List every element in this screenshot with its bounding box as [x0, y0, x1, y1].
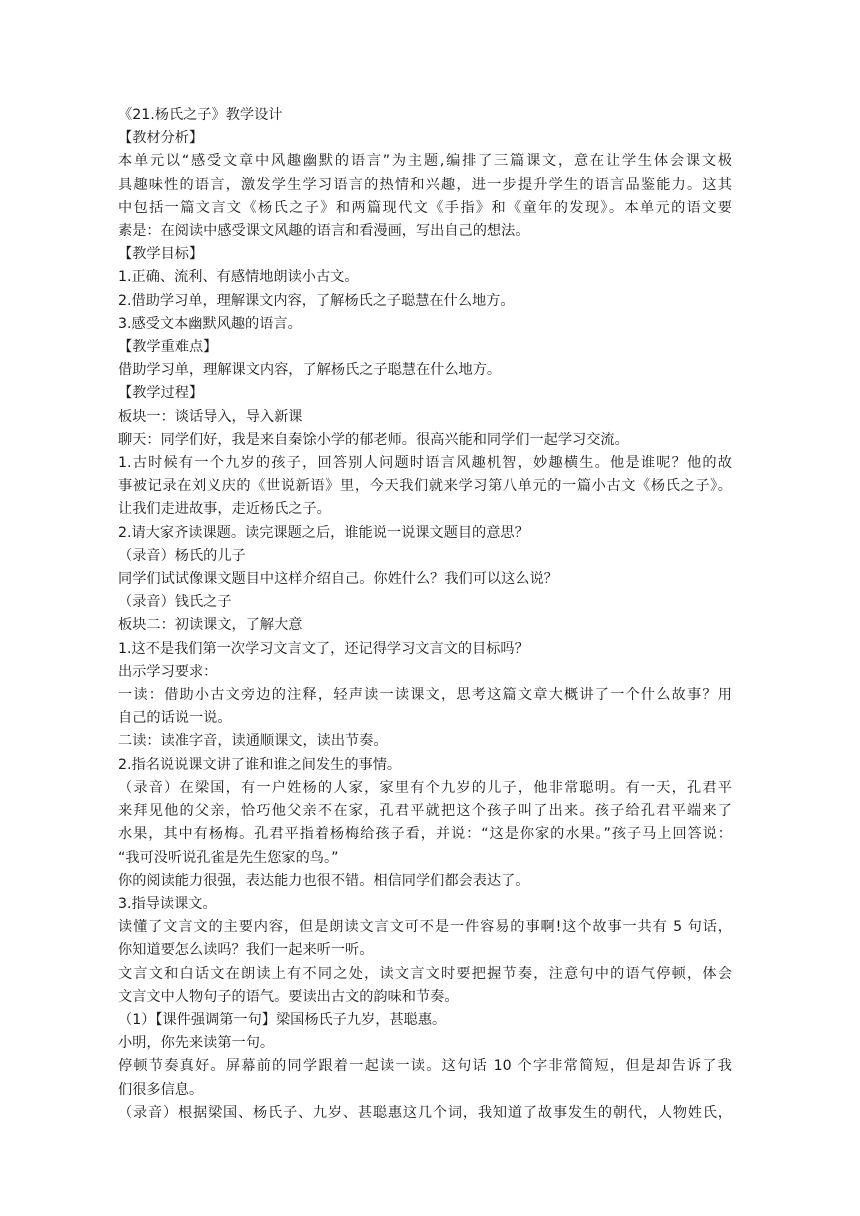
text-line: 【教学过程】	[118, 385, 204, 402]
text-line: 停顿节奏真好。屏幕前的同学跟着一起读一读。这句话 10 个字非常简短，但是却告诉了我	[118, 1058, 732, 1075]
text-line: 具趣味性的语言，激发学生学习语言的热情和兴趣，进一步提升学生的语言品鉴能力。这其	[118, 176, 732, 193]
text-line: （录音）杨氏的儿子	[118, 547, 246, 564]
text-line: 们很多信息。	[118, 1081, 204, 1098]
text-line: 一读：借助小古文旁边的注释，轻声读一读课文，思考这篇文章大概讲了一个什么故事？用	[118, 687, 732, 704]
text-line: 2.借助学习单，理解课文内容，了解杨氏之子聪慧在什么地方。	[118, 292, 515, 309]
text-line: 本单元以“感受文章中风趣幽默的语言”为主题,编排了三篇课文，意在让学生体会课文极	[118, 153, 732, 170]
text-line: 【教学重难点】	[118, 339, 218, 356]
text-line: 读懂了文言文的主要内容，但是朗读文言文可不是一件容易的事啊!这个故事一共有 5 句话，	[118, 919, 732, 936]
text-line: 素是：在阅读中感受课文风趣的语言和看漫画，写出自己的想法。	[118, 223, 530, 240]
text-line: 你的阅读能力很强，表达能力也很不错。相信同学们都会表达了。	[118, 872, 530, 889]
text-line: 文言文和白话文在朗读上有不同之处，读文言文时要把握节奏，注意句中的语气停顿，体会	[118, 965, 732, 982]
text-line: 板块二：初读课文，了解大意	[118, 617, 303, 634]
text-line: （录音）钱氏之子	[118, 594, 232, 611]
text-line: 文言文中人物句子的语气。要读出古文的韵味和节奏。	[118, 988, 459, 1005]
text-line: 借助学习单，理解课文内容，了解杨氏之子聪慧在什么地方。	[118, 362, 502, 379]
text-line: 3.感受文本幽默风趣的语言。	[118, 315, 302, 332]
text-line: 1.古时候有一个九岁的孩子，回答别人问题时语言风趣机智，妙趣横生。他是谁呢？他的故	[118, 455, 732, 472]
text-line: （录音）在梁国，有一户姓杨的人家，家里有个九岁的儿子，他非常聪明。有一天，孔君平	[118, 779, 732, 796]
text-line: 3.指导读课文。	[118, 895, 217, 912]
text-line: （1）【课件强调第一句】梁国杨氏子九岁，甚聪惠。	[118, 1011, 447, 1028]
text-line: 水果，其中有杨梅。孔君平指着杨梅给孩子看，并说：“这是你家的水果。”孩子马上回答说：	[118, 826, 732, 843]
text-line: 2.指名说说课文讲了谁和谁之间发生的事情。	[118, 756, 402, 773]
text-line: 板块一：谈话导入，导入新课	[118, 408, 303, 425]
text-line: （录音）根据梁国、杨氏子、九岁、甚聪惠这几个词，我知道了故事发生的朝代，人物姓氏，	[118, 1104, 732, 1121]
text-line: 【教材分析】	[118, 130, 204, 147]
text-line: 小明，你先来读第一句。	[118, 1035, 275, 1052]
text-line: 来拜见他的父亲，恰巧他父亲不在家，孔君平就把这个孩子叫了出来。孩子给孔君平端来了	[118, 803, 732, 820]
text-line: 出示学习要求：	[118, 663, 218, 680]
text-line: 1.正确、流利、有感情地朗读小古文。	[118, 269, 359, 286]
text-line: 让我们走进故事，走近杨氏之子。	[118, 501, 331, 518]
text-line: 你知道要怎么读吗？我们一起来听一听。	[118, 942, 374, 959]
text-line: 事被记录在刘义庆的《世说新语》里，今天我们就来学习第八单元的一篇小古文《杨氏之子》。	[118, 478, 732, 495]
text-line: 1.这不是我们第一次学习文言文了，还记得学习文言文的目标吗？	[118, 640, 529, 657]
text-line: 聊天：同学们好，我是来自秦馀小学的郁老师。很高兴能和同学们一起学习交流。	[118, 431, 629, 448]
text-line: 自己的话说一说。	[118, 710, 232, 727]
text-line: 《21.杨氏之子》教学设计	[118, 107, 283, 123]
text-line: 二读：读准字音，读通顺课文，读出节奏。	[118, 733, 388, 750]
text-line: 【教学目标】	[118, 246, 204, 263]
text-line: 中包括一篇文言文《杨氏之子》和两篇现代文《手指》和《童年的发现》。本单元的语文要	[118, 199, 732, 216]
text-line: 2.请大家齐读课题。读完课题之后，谁能说一说课文题目的意思？	[118, 524, 529, 541]
text-line: 同学们试试像课文题目中这样介绍自己。你姓什么？我们可以这么说？	[118, 571, 558, 588]
text-line: “我可没听说孔雀是先生您家的鸟。”	[118, 849, 339, 866]
